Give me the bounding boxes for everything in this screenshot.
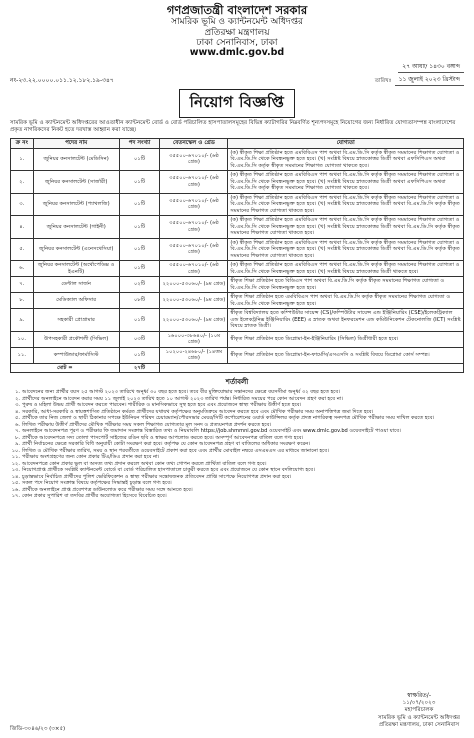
condition-number: ৮. [15, 434, 20, 441]
condition-text: পরীক্ষায় অংশগ্রহণের জন্য কোন প্রকার টিএ/ডিএ প্রদান করা হবে না। [22, 454, 160, 461]
cell-post-name: উপসহকারী প্রকৌশলী (সিভিল) [33, 331, 119, 347]
cell-pay-scale: ৩৫৫০০-৬৭০১০/- (৬ষ্ঠ গ্রেড) [160, 193, 228, 216]
condition-number: ১১. [11, 454, 20, 461]
cell-qualification: (ক) স্বীকৃত শিক্ষা প্রতিষ্ঠান হতে এমবিবিএস পাশ অথবা বি.এম.ডি.সি কর্তৃক স্বীকৃত সমমানের শিক্ষাগত যোগ্যতা ও বি.এম.ডি.সি থেকে নিবন্ধনভুক্ত হতে হবে। (খ) সংশ্লিষ্ট বিষয়ে স্নাতকোত্তর ডিগ্রী অথবা বি.এম.ডি.সি কর্তৃক স্বীকৃত সমমানের শিক্ষাগত যোগ্যতা থাকতে হবে। [228, 238, 464, 261]
total-label: মোট = [11, 363, 120, 373]
cell-post-count: ০২টি [119, 277, 160, 293]
table-row [11, 309, 464, 332]
table-row [11, 331, 464, 347]
condition-number: ২. [15, 395, 20, 402]
signature-text: স্বাক্ষরিত/- [407, 691, 431, 699]
col-qualification: যোগ্যতা [228, 138, 464, 148]
condition-number: ১২. [11, 460, 20, 467]
cell-serial: ৫. [11, 238, 34, 261]
condition-text: সরকারি, আধা-সরকারি ও স্বায়ত্তশাসিত প্রতিষ্ঠানে কর্মরত প্রার্থীদের যথাযথ কর্তৃপক্ষের অনুমতিক্রমে আবেদন করতে হবে এবং মৌখিক পরীক্ষার সময় অনাপত্তিপত্র জমা দিতে হবে। [22, 408, 374, 415]
notice-title: নিয়োগ বিজ্ঞপ্তি [179, 89, 296, 118]
condition-number: ১৪. [11, 473, 20, 480]
condition-number: ৬. [15, 421, 20, 428]
cell-pay-scale: ২২০০০-৫৩০৬০/- (৯ম গ্রেড) [160, 277, 228, 293]
cell-pay-scale: ৩৫৫০০-৬৭০১০/- (৬ষ্ঠ গ্রেড) [160, 261, 228, 277]
date-english: ১১ জুলাই ২০২৩ খ্রিস্টাব্দ [395, 74, 464, 86]
cell-post-count: ০১টি [119, 216, 160, 239]
cell-qualification: স্বীকৃত শিক্ষা প্রতিষ্ঠান হতে বিডিএস পাশ অথবা বি.এম.ডি.সি কর্তৃক স্বীকৃত সমমানের শিক্ষাগত যোগ্যতা ও বি.এম.ডি.সি থেকে নিবন্ধনভুক্ত হতে হবে। [228, 277, 464, 293]
condition-number: ৪. [15, 408, 20, 415]
cell-post-count: ০৮টি [119, 293, 160, 309]
govt-title: গণপ্রজাতন্ত্রী বাংলাদেশ সরকার [166, 3, 308, 17]
col-scale: বেতনস্কেল ও গ্রেড [160, 138, 228, 148]
condition-text: চূড়ান্তভাবে নির্বাচিত প্রার্থীদের পুলিশ ভেরিফিকেশন ও স্বাস্থ্য পরীক্ষার সন্তোষজনক প্রতিবেদন প্রাপ্তি সাপেক্ষে নিয়োগপত্র প্রদান করা হবে। [22, 473, 292, 480]
condition-text: লিখিত পরীক্ষায় উত্তীর্ণ প্রার্থীদের মৌখিক পরীক্ষার সময় সকল শিক্ষাগত যোগ্যতার মূল সনদ ও প্রত্যয়নপত্র প্রদর্শন করতে হবে। [22, 421, 272, 428]
cell-post-name: জুনিয়র কনসালটেন্ট (মেডিসিন) [33, 148, 119, 171]
col-post: পদের নাম [33, 138, 119, 148]
conditions-list [10, 389, 464, 500]
cell-pay-scale: ৩৫৫০০-৬৭০১০/- (৬ষ্ঠ গ্রেড) [160, 171, 228, 194]
cell-post-count: ০১টি [119, 309, 160, 332]
memo-date [375, 61, 464, 86]
cell-pay-scale: ১০২০০-২৪৬৮০/- (১৪তম গ্রেড) [160, 347, 228, 363]
condition-number: ৭. [15, 428, 20, 435]
cell-post-name: কম্পাউন্ডার/ফার্মাসিস্ট [33, 347, 119, 363]
condition-text: আবেদনপত্রে কোন প্রকার ভুল বা অসত্য তথ্য প্রদান করলে অথবা কোন তথ্য গোপন করলে প্রার্থিতা বাতিল বলে গণ্য হবে। [22, 460, 267, 467]
office-name: সামরিক ভূমি ও ক্যান্টনমেন্ট অধিদপ্তর [171, 17, 303, 28]
condition-number: ১৩. [11, 467, 20, 474]
office-address: ঢাকা সেনানিবাস, ঢাকা [196, 37, 278, 48]
total-empty [160, 363, 464, 373]
cell-serial: ১. [11, 148, 34, 171]
condition-text: সকল পদে নিয়োগ সংক্রান্ত বিষয়ে কর্তৃপক্ষের সিদ্ধান্তই চূড়ান্ত বলে গণ্য হবে। [22, 480, 172, 487]
table-row [11, 277, 464, 293]
cell-pay-scale: ১৬০০০-৩৮৬৪০/- (১০ম গ্রেড) [160, 331, 228, 347]
table-total-row [11, 363, 464, 373]
condition-text: কোন প্রকার সুপারিশ বা তদবির প্রার্থীর অযোগ্যতা হিসেবে বিবেচিত হবে। [22, 493, 167, 500]
cell-qualification: স্বীকৃত শিক্ষা প্রতিষ্ঠান হতে ডিপ্লোমা-ইন-ইঞ্জিনিয়ারিং (সিভিল) ডিগ্রীধারী হতে হবে। [228, 331, 464, 347]
condition-number: ১৭. [11, 493, 20, 500]
cell-post-name: জুনিয়র কনসালটেন্ট (এনেসথেসিয়া) [33, 238, 119, 261]
cell-post-name: জুনিয়র কনসালটেন্ট (অর্থোপেডিক্স ও ইএনটি) [33, 261, 119, 277]
cell-pay-scale: ৩৫৫০০-৬৭০১০/- (৬ষ্ঠ গ্রেড) [160, 148, 228, 171]
table-header-row [11, 138, 464, 148]
table-row [11, 293, 464, 309]
website-link[interactable]: www.dmlc.gov.bd [189, 47, 285, 59]
letterhead [10, 4, 464, 59]
cell-serial: ৬. [11, 261, 34, 277]
cell-serial: ৩. [11, 193, 34, 216]
table-row [11, 261, 464, 277]
cell-post-name: মেডিক্যাল অফিসার [33, 293, 119, 309]
table-row [11, 148, 464, 171]
cell-qualification: (ক) স্বীকৃত শিক্ষা প্রতিষ্ঠান হতে এমবিবিএস পাশ অথবা বি.এম.ডি.সি কর্তৃক স্বীকৃত সমমানের শিক্ষাগত যোগ্যতা ও বি.এম.ডি.সি থেকে নিবন্ধনভুক্ত হতে হবে। (খ) সংশ্লিষ্ট বিষয়ে স্নাতকোত্তর ডিগ্রী অথবা বি.এম.ডি.সি কর্তৃক স্বীকৃত সমমানের শিক্ষাগত যোগ্যতা থাকতে হবে। [228, 216, 464, 239]
condition-text: প্রার্থীকে আবেদনপত্রে সদ্য তোলা পাসপোর্ট সাইজের রঙিন ছবি ও স্বাক্ষর আপলোড করতে হবে। অসম্পূর্ণ আবেদনপত্র বাতিল বলে গণ্য হবে। [22, 434, 304, 441]
condition-number: ৫. [15, 415, 20, 422]
cell-post-name: জুনিয়র কনসালটেন্ট (প্যাথলজি) [33, 193, 119, 216]
cell-post-name: জুনিয়র কনসালটেন্ট (গাইনী) [33, 216, 119, 239]
cell-post-count: ০৩টি [119, 331, 160, 347]
cell-post-count: ০১টি [119, 238, 160, 261]
cell-qualification: স্বীকৃত বিশ্ববিদ্যালয় হতে কম্পিউটার সায়েন্স (CS)/কম্পিউটার সায়েন্স এন্ড ইঞ্জিনিয়ারিং (CSE)/ইলেকট্রিক্যাল এন্ড ইলেকট্রনিক্স ইঞ্জিনিয়ারিং (EEE) এ স্নাতক অথবা ইনফরমেশন এন্ড কমিউনিকেশন টেকনোলজি (ICT) সংশ্লিষ্ট বিষয়ে স্নাতক ডিগ্রী। [228, 309, 464, 332]
cell-post-count: ০১টি [119, 193, 160, 216]
cell-pay-scale: ৩৫৫০০-৬৭০১০/- (৬ষ্ঠ গ্রেড) [160, 216, 228, 239]
signature-block [378, 692, 460, 730]
cell-qualification: (ক) স্বীকৃত শিক্ষা প্রতিষ্ঠান হতে এমবিবিএস পাশ অথবা বি.এম.ডি.সি কর্তৃক স্বীকৃত সমমানের শিক্ষাগত যোগ্যতা ও বি.এম.ডি.সি থেকে নিবন্ধনভুক্ত হতে হবে। (খ) সংশ্লিষ্ট বিষয়ে স্নাতকোত্তর ডিগ্রী অথবা এফসিপিএস অথবা বি.এম.ডি.সি কর্তৃক স্বীকৃত সমমানের শিক্ষাগত যোগ্যতা থাকতে হবে। [228, 171, 464, 194]
signature-office: সামরিক ভূমি ও ক্যান্টনমেন্ট অধিদপ্তর [378, 714, 460, 721]
cell-serial: ১০. [11, 331, 34, 347]
condition-text: পুরুষ ও মহিলা উভয় প্রার্থী আবেদন করতে পারবেন। শারীরিক ও মানসিকভাবে সুস্থ হতে হবে এবং প্রয়োজনে স্বাস্থ্য পরীক্ষায় উত্তীর্ণ হতে হবে। [22, 402, 302, 409]
total-count: ২৭টি [119, 363, 160, 373]
condition-number: ১৫. [11, 480, 20, 487]
condition-text: প্রার্থীকে তার নিজ জেলা ও স্থায়ী ঠিকানার সপক্ষে ইউনিয়ন পরিষদ চেয়ারম্যান/পৌরসভার মেয়র/সিটি কর্পোরেশনের ওয়ার্ড কাউন্সিলর কর্তৃক প্রদত্ত নাগরিকত্ব সনদপত্র মৌখিক পরীক্ষার সময় দাখিল করতে হবে। [22, 415, 435, 422]
cell-qualification: (ক) স্বীকৃত শিক্ষা প্রতিষ্ঠান হতে এমবিবিএস পাশ অথবা বি.এম.ডি.সি কর্তৃক স্বীকৃত সমমানের শিক্ষাগত যোগ্যতা ও বি.এম.ডি.সি থেকে নিবন্ধনভুক্ত হতে হবে। (খ) সংশ্লিষ্ট বিষয়ে স্নাতকোত্তর ডিগ্রী থাকতে হবে। [228, 261, 464, 277]
date-bangla: ২৭ আষাঢ় ১৪৩০ বঙ্গাব্দ [398, 61, 464, 73]
posts-table [10, 138, 464, 373]
condition-text: প্রার্থী নির্বাচনের ক্ষেত্রে সরকারি বিধি অনুযায়ী কোটা সংরক্ষণ করা হবে। কর্তৃপক্ষ যে কোন আবেদনপত্র গ্রহণ বা বাতিলের অধিকার সংরক্ষণ করেন। [22, 441, 311, 448]
signature-office-address: প্রতিরক্ষা মন্ত্রণালয়, ঢাকা সেনানিবাস [378, 722, 460, 729]
cell-post-name: সহকারী প্রোগ্রামার [33, 309, 119, 332]
col-count: পদ সংখ্যা [119, 138, 160, 148]
condition-number: ৯. [15, 441, 20, 448]
memo-number: নং-২৩.২২.০০০০.০১১.১২.১৮২.১৯-৩৪৭ [10, 77, 114, 85]
cell-post-count: ০১টি [119, 148, 160, 171]
cell-serial: ৭. [11, 277, 34, 293]
cell-qualification: স্বীকৃত শিক্ষা প্রতিষ্ঠান হতে এমবিবিএস পাশ অথবা বি.এম.ডি.সি কর্তৃক স্বীকৃত সমমানের শিক্ষাগত যোগ্যতা ও বি.এম.ডি.সি থেকে নিবন্ধনভুক্ত হতে হবে। [228, 293, 464, 309]
condition-number: ১৬. [11, 486, 20, 493]
condition-text: প্রার্থীকে অনলাইনে প্রাপ্ত প্রবেশপত্র ডাউনলোড করে পরীক্ষার সময় সঙ্গে আনতে হবে। [22, 486, 193, 493]
cell-qualification: স্বীকৃত শিক্ষা প্রতিষ্ঠান হতে ডিপ্লোমা-ইন-ফার্মেসি/এসএসসি ও সংশ্লিষ্ট বিষয়ে ডিপ্লোমা কোর্স সম্পন্ন। [228, 347, 464, 363]
cell-serial: ৪. [11, 216, 34, 239]
condition-text: নিয়োগপ্রাপ্ত প্রার্থীকে সংশ্লিষ্ট ক্যান্টনমেন্ট বোর্ডে বা বোর্ড পরিচালিত হাসপাতালে চাকুরী করতে হবে এবং প্রয়োজনে যে কোন স্থানে বদলিযোগ্য হবে। [22, 467, 315, 474]
table-row [11, 193, 464, 216]
cell-post-count: ০১টি [119, 171, 160, 194]
ministry-name: প্রতিরক্ষা মন্ত্রণালয় [204, 27, 270, 38]
cell-serial: ২. [11, 171, 34, 194]
condition-text: অনলাইনে আবেদনপত্র পূরণ ও পরীক্ষার ফি জমাদান সংক্রান্ত বিস্তারিত তথ্য ও নিয়মাবলি https://job.shmmni.gov.bd ওয়েবসাইট এবং www.dmlc.gov.bd ওয়েবসাইটে পাওয়া যাবে। [22, 428, 401, 435]
condition-number: ৩. [15, 402, 20, 409]
cell-post-name: জুনিয়র কনসালটেন্ট (সার্জারী) [33, 171, 119, 194]
signature-designation: মহাপরিচালক [404, 707, 434, 714]
signature-date: ১১/০৭/২০২৩ [402, 699, 436, 706]
footer-code: জিডি-৩০৪৬/২৩ (৩×৫) [10, 726, 66, 732]
table-row [11, 171, 464, 194]
cell-pay-scale: ২২০০০-৫৩০৬০/- (৯ম গ্রেড) [160, 293, 228, 309]
table-row [11, 238, 464, 261]
condition-number: ১. [15, 389, 20, 396]
condition-number: ১০. [11, 447, 20, 454]
condition-text: লিখিত ও মৌখিক পরীক্ষার তারিখ, সময় ও স্থান পরবর্তীতে ওয়েবসাইটে প্রকাশ করা হবে এবং প্রার্থীর মোবাইল নম্বরে এসএমএস এর মাধ্যমে জানানো হবে। [22, 447, 329, 454]
table-row [11, 216, 464, 239]
cell-pay-scale: ২২০০০-৫৩০৬০/- (৯ম গ্রেড) [160, 309, 228, 332]
cell-qualification: (ক) স্বীকৃত শিক্ষা প্রতিষ্ঠান হতে এমবিবিএস পাশ অথবা বি.এম.ডি.সি কর্তৃক স্বীকৃত সমমানের শিক্ষাগত যোগ্যতা ও বি.এম.ডি.সি থেকে নিবন্ধনভুক্ত হতে হবে। (খ) সংশ্লিষ্ট বিষয়ে স্নাতকোত্তর ডিগ্রী অথবা বি.এম.ডি.সি কর্তৃক স্বীকৃত সমমানের শিক্ষাগত যোগ্যতা থাকতে হবে। [228, 193, 464, 216]
table-row [11, 347, 464, 363]
cell-post-name: ডেন্টাল সার্জন [33, 277, 119, 293]
memo-row [10, 61, 464, 86]
date-label: তারিখঃ [374, 78, 392, 85]
col-serial: ক্র নং [11, 138, 34, 148]
cell-post-count: ০১টি [119, 261, 160, 277]
cell-pay-scale: ৩৫৫০০-৬৭০১০/- (৬ষ্ঠ গ্রেড) [160, 238, 228, 261]
condition-text: আবেদনের জন্য প্রার্থীর বয়স ২৫ আগস্ট ২০২৩ তারিখে অনূর্ধ্ব ৩০ বছর হতে হবে। তবে বীর মুক্তিযোদ্ধার সন্তানদের ক্ষেত্রে বয়সসীমা অনূর্ধ্ব ৩২ বছর হতে হবে। [22, 389, 341, 396]
cell-serial: ৯. [11, 309, 34, 332]
cell-qualification: (ক) স্বীকৃত শিক্ষা প্রতিষ্ঠান হতে এমবিবিএস পাশ অথবা বি.এম.ডি.সি কর্তৃক স্বীকৃত সমমানের শিক্ষাগত যোগ্যতা ও বি.এম.ডি.সি থেকে নিবন্ধনভুক্ত হতে হবে। (খ) সংশ্লিষ্ট বিষয়ে স্নাতকোত্তর ডিগ্রী অথবা এফসিপিএস অথবা বি.এম.ডি.সি কর্তৃক স্বীকৃত সমমানের শিক্ষাগত যোগ্যতা থাকতে হবে। [228, 148, 464, 171]
cell-serial: ৮. [11, 293, 34, 309]
conditions-title: শর্তাবলী [225, 378, 249, 387]
condition-text: প্রার্থীদের অনলাইনে আবেদন করার সময় ১১ জুলাই ২০২৩ তারিখ হতে ১০ আগস্ট ২০২৩ তারিখ পর্যন্ত। নির্ধারিত সময়ের পরে কোন আবেদন গ্রহণ করা হবে না। [22, 395, 344, 402]
condition-item [10, 493, 464, 500]
cell-post-count: ০১টি [119, 347, 160, 363]
cell-serial: ১১. [11, 347, 34, 363]
intro-text: সামরিক ভূমি ও ক্যান্টনমেন্ট অধিদপ্তরের আওতাধীন ক্যান্টনমেন্ট বোর্ড ও বোর্ড পরিচালিত হাসপাতালসমূহের বিভিন্ন ক্যাটাগরির নিম্নবর্ণিত শূন্যপদসমূহে নিয়োগের জন্য নির্ধারিত যোগ্যতাসম্পন্ন বাংলাদেশের প্রকৃত নাগরিকদের নিকট হতে দরখাস্ত আহ্বান করা যাচ্ছে। [10, 120, 456, 134]
